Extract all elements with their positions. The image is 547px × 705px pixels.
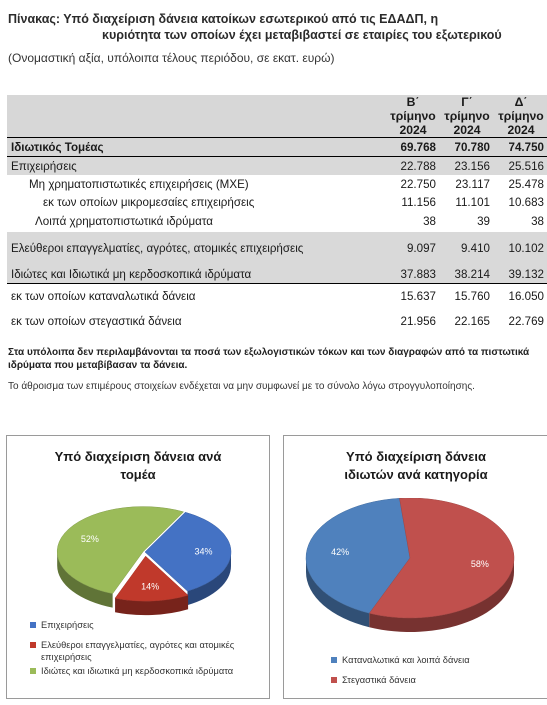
pie-slice-label: 52% (80, 533, 99, 544)
table-row (7, 138, 547, 157)
legend-label: Στεγαστικά δάνεια (342, 675, 416, 685)
cell-value: 23.156 (440, 157, 494, 176)
row-label: Επιχειρήσεις (7, 157, 386, 176)
cell-value: 9.410 (440, 232, 494, 265)
pie-slice-label: 58% (470, 559, 489, 570)
loans-table (7, 95, 547, 334)
chart-title-line-2: ιδιωτών ανά κατηγορία (344, 467, 488, 482)
title-line-1: Πίνακας: Υπό διαχείριση δάνεια κατοίκων εσωτερικού από τις ΕΔΑΔΠ, η (8, 12, 439, 26)
cell-value: 15.637 (386, 284, 440, 309)
cell-value: 11.156 (386, 193, 440, 211)
pie-slice-label: 42% (331, 546, 350, 557)
cell-value: 25.478 (494, 175, 547, 193)
legend-item (330, 654, 540, 666)
table-row (7, 308, 547, 334)
cell-value: 22.750 (386, 175, 440, 193)
pie-chart-by-category (283, 435, 547, 699)
legend-label: Ελεύθεροι επαγγελματίες, αγρότες και ατομικές επιχειρήσεις (41, 640, 235, 662)
column-header-q3 (440, 95, 494, 138)
chart-title-line-1: Υπό διαχείριση δάνεια ανά (54, 449, 222, 464)
table-subtitle: (Ονομαστική αξία, υπόλοιπα τέλους περιόδου, σε εκατ. ευρώ) (8, 51, 335, 65)
row-label: εκ των οποίων καταναλωτικά δάνεια (7, 284, 386, 309)
pie-chart-by-sector (6, 435, 270, 699)
cell-value: 10.683 (494, 193, 547, 211)
legend-item (29, 619, 265, 631)
legend-swatch (30, 622, 36, 628)
cell-value: 69.768 (386, 138, 440, 157)
legend-swatch (30, 642, 36, 648)
legend-label: Επιχειρήσεις (41, 620, 94, 630)
column-header-q2-year: 2024 (399, 123, 427, 137)
column-header-q3-label: Γ΄ τρίμηνο (444, 95, 490, 123)
cell-value: 38 (386, 211, 440, 232)
cell-value: 39.132 (494, 265, 547, 284)
table-row (7, 157, 547, 176)
cell-value: 22.165 (440, 308, 494, 334)
cell-value: 37.883 (386, 265, 440, 284)
row-label: εκ των οποίων μικρομεσαίες επιχειρήσεις (7, 193, 386, 211)
cell-value: 74.750 (494, 138, 547, 157)
cell-value: 38.214 (440, 265, 494, 284)
note-rounding: Το άθροισμα των επιμέρους στοιχείων ενδέχεται να μην συμφωνεί με το σύνολο λόγω στρογγυλοποίησης. (8, 381, 475, 392)
legend-swatch (30, 668, 36, 674)
legend-item (330, 674, 540, 686)
row-label: Ιδιώτες και Ιδιωτικά μη κερδοσκοπικά ιδρύματα (7, 265, 386, 284)
legend-swatch (331, 677, 337, 683)
column-header-q2 (386, 95, 440, 138)
table-header-row (7, 95, 547, 138)
cell-value: 10.102 (494, 232, 547, 265)
column-header-q2-label: Β΄ τρίμηνο (390, 95, 436, 123)
table-row (7, 284, 547, 309)
header-blank-cell (7, 95, 386, 138)
chart-title (7, 448, 269, 484)
cell-value: 25.516 (494, 157, 547, 176)
legend-label: Καταναλωτικά και λοιπά δάνεια (342, 655, 470, 665)
cell-value: 11.101 (440, 193, 494, 211)
row-label: Ελεύθεροι επαγγελματίες, αγρότες, ατομικές επιχειρήσεις (7, 232, 386, 265)
table-row (7, 193, 547, 211)
cell-value: 9.097 (386, 232, 440, 265)
row-label: Ιδιωτικός Τομέας (7, 138, 386, 157)
legend-item (29, 639, 265, 663)
pie-chart-plot (284, 498, 547, 648)
chart-title-line-1: Υπό διαχείριση δάνεια (346, 449, 486, 464)
cell-value: 39 (440, 211, 494, 232)
legend-item (29, 665, 265, 677)
chart-legend (330, 654, 540, 686)
table-row (7, 211, 547, 232)
row-label: Μη χρηματοπιστωτικές επιχειρήσεις (ΜΧΕ) (7, 175, 386, 193)
table-title (8, 11, 508, 43)
cell-value: 15.760 (440, 284, 494, 309)
table-row (7, 175, 547, 193)
cell-value: 21.956 (386, 308, 440, 334)
chart-title-line-2: τομέα (120, 467, 156, 482)
cell-value: 23.117 (440, 175, 494, 193)
note-exclusions: Στα υπόλοιπα δεν περιλαμβάνονται τα ποσά των εξωλογιστικών τόκων και των διαγραφών από τα πιστωτικά ιδρύματα που μεταβίβασαν τα δάνεια. (8, 347, 530, 371)
title-line-2: κυριότητα των οποίων έχει μεταβιβαστεί σε εταιρίες του εξωτερικού (102, 28, 502, 42)
table-row (7, 265, 547, 284)
pie-slice-label: 14% (141, 581, 160, 592)
column-header-q4 (494, 95, 547, 138)
column-header-q3-year: 2024 (453, 123, 481, 137)
column-header-q4-label: Δ΄ τρίμηνο (498, 95, 544, 123)
chart-legend (29, 619, 265, 677)
cell-value: 38 (494, 211, 547, 232)
row-label: Λοιπά χρηματοπιστωτικά ιδρύματα (7, 211, 386, 232)
cell-value: 22.788 (386, 157, 440, 176)
row-label: εκ των οποίων στεγαστικά δάνεια (7, 308, 386, 334)
table-row (7, 232, 547, 265)
pie-chart-plot (7, 490, 269, 640)
cell-value: 22.769 (494, 308, 547, 334)
column-header-q4-year: 2024 (507, 123, 535, 137)
pie-slice-label: 34% (194, 546, 213, 557)
cell-value: 70.780 (440, 138, 494, 157)
cell-value: 16.050 (494, 284, 547, 309)
legend-label: Ιδιώτες και ιδιωτικά μη κερδοσκοπικά ιδρύματα (41, 666, 234, 676)
legend-swatch (331, 657, 337, 663)
chart-title (284, 448, 547, 484)
